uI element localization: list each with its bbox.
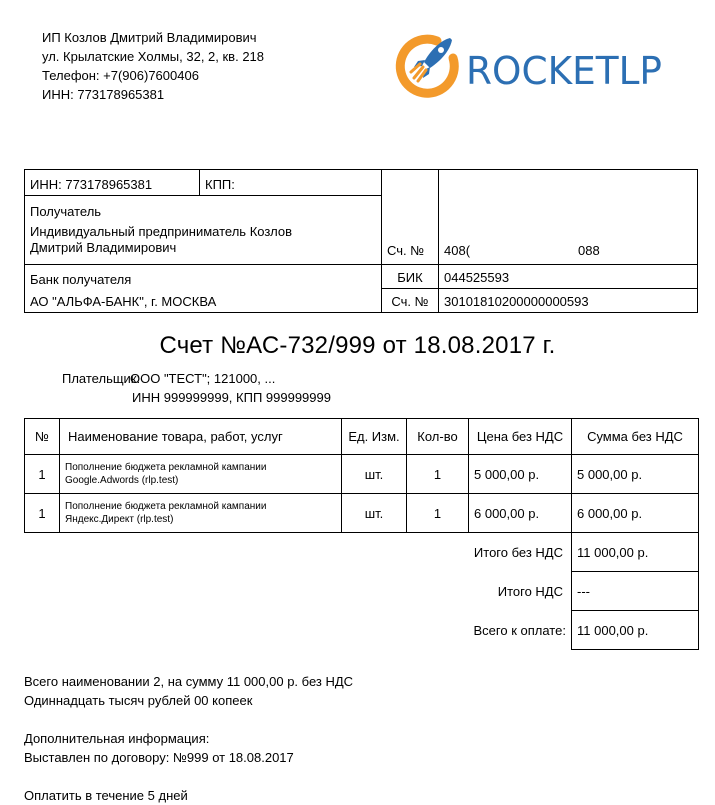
header-num: № — [25, 419, 60, 455]
corr-account-value: 30101810200000000593 — [439, 289, 698, 313]
bank-kpp-label: КПП: — [200, 170, 382, 196]
account-number-part2: 088 — [578, 243, 600, 258]
vat-value: --- — [572, 572, 699, 611]
payer-line2: ИНН 999999999, КПП 999999999 — [132, 390, 331, 405]
header-price: Цена без НДС — [469, 419, 572, 455]
row-name: Пополнение бюджета рекламной кампании Google.Adwords (rlp.test) — [60, 455, 342, 494]
bank-label: Банк получателя — [30, 272, 132, 287]
bank-details-table — [24, 169, 698, 313]
row-sum: 5 000,00 р. — [572, 455, 699, 494]
payer-line1: ООО "ТЕСТ"; 121000, ... — [130, 371, 276, 386]
row-num: 1 — [25, 455, 60, 494]
seller-inn: ИНН: 773178965381 — [42, 87, 165, 102]
row-qty: 1 — [407, 494, 469, 533]
extra-info-text: Выставлен по договору: №999 от 18.08.2017 — [24, 750, 294, 765]
seller-name: ИП Козлов Дмитрий Владимирович — [42, 30, 257, 45]
logo-text: ROCKETLP — [466, 49, 662, 93]
bank-cell — [25, 265, 382, 313]
total-row — [25, 533, 699, 572]
account-number — [439, 170, 698, 265]
summary-line: Всего наименовании 2, на сумму 11 000,00 р. без НДС — [24, 674, 354, 689]
items-table — [24, 418, 699, 650]
account-label: Сч. № — [382, 170, 439, 265]
table-row — [25, 455, 699, 494]
recipient-name: Индивидуальный предприниматель Козлов Дмитрий Владимирович — [30, 224, 293, 255]
header-qty: Кол-во — [407, 419, 469, 455]
header-sum: Сумма без НДС — [572, 419, 699, 455]
grand-total-row — [25, 611, 699, 650]
row-sum: 6 000,00 р. — [572, 494, 699, 533]
bik-value: 044525593 — [439, 265, 698, 289]
recipient-cell — [25, 196, 382, 265]
row-num: 1 — [25, 494, 60, 533]
grand-total-value: 11 000,00 р. — [572, 611, 699, 650]
row-name: Пополнение бюджета рекламной кампании Яндекс.Директ (rlp.test) — [60, 494, 342, 533]
account-number-part1: 408( — [444, 243, 471, 258]
total-label: Итого без НДС — [473, 544, 563, 560]
bank-inn: ИНН: 773178965381 — [25, 170, 200, 196]
bik-label: БИК — [382, 265, 439, 289]
vat-label: Итого НДС — [497, 583, 563, 599]
extra-info-label: Дополнительная информация: — [24, 731, 210, 746]
row-price: 5 000,00 р. — [469, 455, 572, 494]
total-value: 11 000,00 р. — [572, 533, 699, 572]
seller-address: ул. Крылатские Холмы, 32, 2, кв. 218 — [42, 49, 265, 64]
row-unit: шт. — [342, 494, 407, 533]
row-unit: шт. — [342, 455, 407, 494]
corr-account-label: Сч. № — [382, 289, 439, 313]
payment-due: Оплатить в течение 5 дней — [24, 788, 188, 803]
amount-in-words: Одиннадцать тысяч рублей 00 копеек — [24, 693, 253, 708]
table-row — [25, 494, 699, 533]
header-name: Наименование товара, работ, услуг — [60, 419, 342, 455]
seller-info — [42, 28, 264, 104]
invoice-title: Счет №АС-732/999 от 18.08.2017 г. — [159, 332, 556, 359]
invoice-footer — [24, 672, 353, 805]
recipient-label: Получатель — [30, 204, 102, 219]
payer-label: Плательщик: — [62, 371, 141, 386]
header-unit: Ед. Изм. — [342, 419, 407, 455]
vat-row — [25, 572, 699, 611]
rocket-icon — [400, 38, 454, 93]
row-qty: 1 — [407, 455, 469, 494]
seller-phone: Телефон: +7(906)7600406 — [42, 68, 199, 83]
row-price: 6 000,00 р. — [469, 494, 572, 533]
payer-info — [62, 369, 331, 407]
grand-total-label: Всего к оплате: — [473, 622, 566, 638]
bank-name: АО "АЛЬФА-БАНК", г. МОСКВА — [30, 294, 217, 309]
rocketlp-logo — [380, 20, 680, 110]
